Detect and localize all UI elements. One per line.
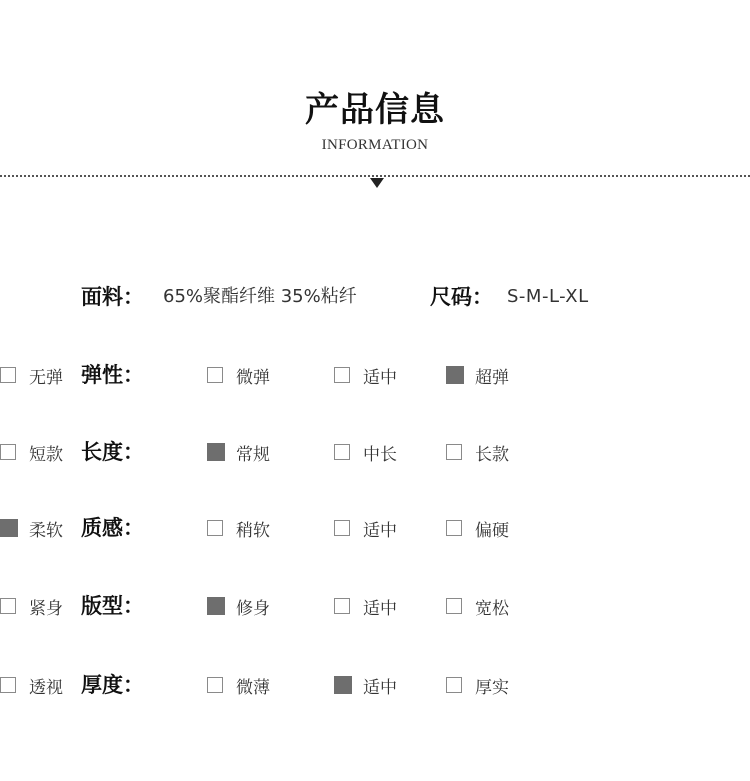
page-title: 产品信息 <box>305 90 445 130</box>
dotted-divider <box>0 175 750 177</box>
checkbox-checked[interactable] <box>0 519 18 537</box>
fabric-size-row <box>0 279 750 315</box>
checkbox[interactable] <box>446 444 462 460</box>
option-item[interactable] <box>334 667 397 703</box>
option-item[interactable] <box>334 588 397 624</box>
checkbox[interactable] <box>446 598 462 614</box>
option-label: 适中 <box>363 367 397 388</box>
option-label: 常规 <box>236 444 270 465</box>
checkbox[interactable] <box>334 367 350 383</box>
elasticity-row <box>0 357 750 393</box>
checkbox[interactable] <box>0 367 16 383</box>
option-item[interactable] <box>0 357 63 393</box>
option-label: 紧身 <box>29 598 63 619</box>
option-label: 微薄 <box>236 677 270 698</box>
attribute-label: 弹性： <box>81 363 144 387</box>
fabric-value: 65%聚酯纤维 35%粘纤 <box>163 286 357 307</box>
option-item[interactable] <box>0 510 63 546</box>
header <box>0 84 750 154</box>
length-row <box>0 434 750 470</box>
option-item[interactable] <box>446 357 509 393</box>
option-item[interactable] <box>334 357 397 393</box>
option-label: 适中 <box>363 598 397 619</box>
option-label: 修身 <box>236 598 270 619</box>
fabric-label: 面料： <box>81 285 144 309</box>
option-label: 超弹 <box>475 367 509 388</box>
checkbox-checked[interactable] <box>334 676 352 694</box>
option-label: 透视 <box>29 677 63 698</box>
option-item[interactable] <box>207 667 270 703</box>
checkbox[interactable] <box>207 520 223 536</box>
attribute-label: 版型： <box>81 594 144 618</box>
checkbox[interactable] <box>0 677 16 693</box>
checkbox-checked[interactable] <box>207 443 225 461</box>
option-label: 厚实 <box>475 677 509 698</box>
checkbox-checked[interactable] <box>207 597 225 615</box>
option-item[interactable] <box>446 667 509 703</box>
option-item[interactable] <box>207 510 270 546</box>
texture-row <box>0 510 750 546</box>
option-item[interactable] <box>446 588 509 624</box>
option-label: 适中 <box>363 520 397 541</box>
option-item[interactable] <box>446 510 509 546</box>
option-item[interactable] <box>0 667 63 703</box>
size-value: S-M-L-XL <box>507 286 589 307</box>
checkbox[interactable] <box>334 598 350 614</box>
option-item[interactable] <box>207 434 270 470</box>
attribute-label: 质感： <box>81 516 144 540</box>
option-label: 适中 <box>363 677 397 698</box>
page-subtitle: INFORMATION <box>321 137 429 153</box>
checkbox[interactable] <box>446 677 462 693</box>
checkbox[interactable] <box>0 444 16 460</box>
checkbox[interactable] <box>334 444 350 460</box>
attribute-label: 厚度： <box>81 673 144 697</box>
option-label: 偏硬 <box>475 520 509 541</box>
size-label: 尺码： <box>430 285 493 309</box>
fit-row <box>0 588 750 624</box>
option-item[interactable] <box>446 434 509 470</box>
checkbox-checked[interactable] <box>446 366 464 384</box>
option-item[interactable] <box>207 357 270 393</box>
option-label: 短款 <box>29 444 63 465</box>
checkbox[interactable] <box>207 677 223 693</box>
checkbox[interactable] <box>207 367 223 383</box>
checkbox[interactable] <box>0 598 16 614</box>
option-label: 柔软 <box>29 520 63 541</box>
checkbox[interactable] <box>334 520 350 536</box>
option-item[interactable] <box>0 434 63 470</box>
option-label: 微弹 <box>236 367 270 388</box>
option-label: 中长 <box>363 444 397 465</box>
checkbox[interactable] <box>446 520 462 536</box>
option-item[interactable] <box>334 434 397 470</box>
triangle-down-icon <box>370 178 384 188</box>
attribute-label: 长度： <box>81 440 144 464</box>
option-item[interactable] <box>207 588 270 624</box>
option-label: 宽松 <box>475 598 509 619</box>
option-label: 无弹 <box>29 367 63 388</box>
option-label: 稍软 <box>236 520 270 541</box>
option-item[interactable] <box>334 510 397 546</box>
option-label: 长款 <box>475 444 509 465</box>
option-item[interactable] <box>0 588 63 624</box>
thickness-row <box>0 667 750 703</box>
